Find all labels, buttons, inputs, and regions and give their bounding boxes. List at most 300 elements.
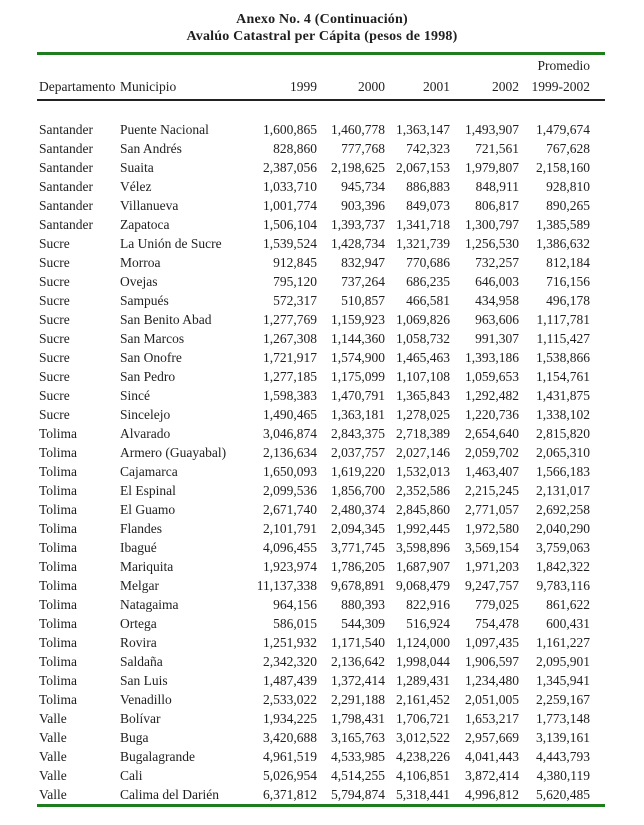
table-row — [37, 215, 605, 234]
departamento-cell: Sucre — [39, 311, 70, 327]
value-1999-cell: 2,342,320 — [263, 653, 317, 669]
value-2000-cell: 945,734 — [341, 178, 385, 194]
value-1999-cell: 1,506,104 — [263, 216, 317, 232]
value-1999-cell: 795,120 — [273, 273, 317, 289]
value-2000-cell: 5,794,874 — [331, 786, 385, 802]
value-2000-cell: 1,363,181 — [331, 406, 385, 422]
value-2002-cell: 4,041,443 — [465, 748, 519, 764]
value-1999-cell: 1,277,769 — [263, 311, 317, 327]
value-1999-cell: 1,539,524 — [263, 235, 317, 251]
value-1999-cell: 1,267,308 — [263, 330, 317, 346]
value-2000-cell: 1,786,205 — [331, 558, 385, 574]
promedio-cell: 4,443,793 — [536, 748, 590, 764]
municipio-cell: Vélez — [120, 178, 152, 194]
promedio-cell: 4,380,119 — [536, 767, 590, 783]
value-2000-cell: 544,309 — [341, 615, 385, 631]
promedio-cell: 1,773,148 — [536, 710, 590, 726]
value-2000-cell: 4,533,985 — [331, 748, 385, 764]
municipio-cell: Flandes — [120, 520, 162, 536]
value-2000-cell: 1,171,540 — [331, 634, 385, 650]
departamento-cell: Sucre — [39, 406, 70, 422]
value-1999-cell: 1,923,974 — [263, 558, 317, 574]
municipio-cell: Sampués — [120, 292, 169, 308]
value-1999-cell: 2,099,536 — [263, 482, 317, 498]
table-row — [37, 538, 605, 557]
departamento-cell: Tolima — [39, 691, 78, 707]
value-2001-cell: 1,363,147 — [396, 121, 450, 137]
value-1999-cell: 1,598,383 — [263, 387, 317, 403]
table-row — [37, 595, 605, 614]
value-1999-cell: 586,015 — [273, 615, 317, 631]
municipio-cell: La Unión de Sucre — [120, 235, 222, 251]
value-2001-cell: 4,106,851 — [396, 767, 450, 783]
municipio-cell: San Onofre — [120, 349, 182, 365]
municipio-cell: Buga — [120, 729, 149, 745]
departamento-cell: Valle — [39, 767, 67, 783]
table-row — [37, 177, 605, 196]
promedio-cell: 9,783,116 — [536, 577, 590, 593]
promedio-cell: 2,095,901 — [536, 653, 590, 669]
table-row — [37, 424, 605, 443]
value-2002-cell: 1,059,653 — [465, 368, 519, 384]
value-1999-cell: 2,101,791 — [263, 520, 317, 536]
value-2001-cell: 2,845,860 — [396, 501, 450, 517]
value-2002-cell: 1,493,907 — [465, 121, 519, 137]
value-1999-cell: 1,251,932 — [263, 634, 317, 650]
municipio-cell: Sincelejo — [120, 406, 171, 422]
table-row — [37, 500, 605, 519]
value-2002-cell: 1,906,597 — [465, 653, 519, 669]
departamento-cell: Tolima — [39, 425, 78, 441]
departamento-cell: Valle — [39, 710, 67, 726]
departamento-cell: Sucre — [39, 235, 70, 251]
table-row — [37, 158, 605, 177]
value-2000-cell: 880,393 — [341, 596, 385, 612]
promedio-cell: 2,158,160 — [536, 159, 590, 175]
value-1999-cell: 4,961,519 — [263, 748, 317, 764]
value-2001-cell: 849,073 — [406, 197, 450, 213]
promedio-cell: 1,479,674 — [536, 121, 590, 137]
spacer-row — [37, 100, 605, 120]
departamento-cell: Tolima — [39, 577, 78, 593]
value-2002-cell: 2,059,702 — [465, 444, 519, 460]
departamento-cell: Santander — [39, 121, 93, 137]
table-row — [37, 139, 605, 158]
value-2000-cell: 1,428,734 — [331, 235, 385, 251]
municipio-cell: Rovira — [120, 634, 157, 650]
promedio-cell: 890,265 — [546, 197, 590, 213]
value-2002-cell: 1,463,407 — [465, 463, 519, 479]
municipio-cell: Bolívar — [120, 710, 161, 726]
municipio-cell: Cali — [120, 767, 143, 783]
value-2002-cell: 1,979,807 — [465, 159, 519, 175]
value-2001-cell: 742,323 — [406, 140, 450, 156]
departamento-cell: Santander — [39, 216, 93, 232]
table-row — [37, 386, 605, 405]
municipio-cell: San Benito Abad — [120, 311, 212, 327]
value-2002-cell: 1,234,480 — [465, 672, 519, 688]
promedio-cell: 3,759,063 — [536, 539, 590, 555]
value-2002-cell: 963,606 — [475, 311, 519, 327]
table-row — [37, 652, 605, 671]
value-2002-cell: 721,561 — [475, 140, 519, 156]
promedio-cell: 1,154,761 — [536, 368, 590, 384]
promedio-cell: 1,538,866 — [536, 349, 590, 365]
header-2000: 2000 — [317, 74, 385, 100]
promedio-cell: 2,065,310 — [536, 444, 590, 460]
value-2000-cell: 1,159,923 — [331, 311, 385, 327]
value-2000-cell: 1,619,220 — [331, 463, 385, 479]
departamento-cell: Sucre — [39, 330, 70, 346]
value-2002-cell: 4,996,812 — [465, 786, 519, 802]
table-row — [37, 196, 605, 215]
header-1999: 1999 — [240, 74, 317, 100]
value-2001-cell: 2,027,146 — [396, 444, 450, 460]
value-2002-cell: 779,025 — [475, 596, 519, 612]
value-2001-cell: 2,718,389 — [396, 425, 450, 441]
departamento-cell: Tolima — [39, 539, 78, 555]
promedio-cell: 2,692,258 — [536, 501, 590, 517]
municipio-cell: Zapatoca — [120, 216, 170, 232]
table-row — [37, 253, 605, 272]
value-2000-cell: 1,372,414 — [331, 672, 385, 688]
document-title — [0, 0, 644, 45]
value-2002-cell: 1,300,797 — [465, 216, 519, 232]
value-1999-cell: 4,096,455 — [263, 539, 317, 555]
value-1999-cell: 1,033,710 — [263, 178, 317, 194]
value-2001-cell: 1,107,108 — [396, 368, 450, 384]
table-row — [37, 519, 605, 538]
title-line-2: Avalúo Catastral per Cápita (pesos de 1998) — [186, 29, 458, 44]
value-2000-cell: 777,768 — [341, 140, 385, 156]
value-2000-cell: 2,094,345 — [331, 520, 385, 536]
table-row — [37, 462, 605, 481]
municipio-cell: Saldaña — [120, 653, 163, 669]
value-1999-cell: 3,420,688 — [263, 729, 317, 745]
municipio-cell: Bugalagrande — [120, 748, 195, 764]
value-2001-cell: 2,161,452 — [396, 691, 450, 707]
value-2002-cell: 848,911 — [475, 178, 519, 194]
value-2001-cell: 686,235 — [406, 273, 450, 289]
value-2002-cell: 2,654,640 — [465, 425, 519, 441]
departamento-cell: Santander — [39, 140, 93, 156]
departamento-cell: Tolima — [39, 444, 78, 460]
promedio-cell: 1,842,322 — [536, 558, 590, 574]
value-2002-cell: 1,393,186 — [465, 349, 519, 365]
promedio-cell: 2,815,820 — [536, 425, 590, 441]
departamento-cell: Santander — [39, 159, 93, 175]
value-2001-cell: 1,058,732 — [396, 330, 450, 346]
value-1999-cell: 5,026,954 — [263, 767, 317, 783]
municipio-cell: Cajamarca — [120, 463, 178, 479]
table-row — [37, 120, 605, 139]
promedio-cell: 2,040,290 — [536, 520, 590, 536]
value-2000-cell: 9,678,891 — [331, 577, 385, 593]
value-2000-cell: 510,857 — [341, 292, 385, 308]
promedio-cell: 1,345,941 — [536, 672, 590, 688]
value-2001-cell: 1,341,718 — [396, 216, 450, 232]
promedio-cell: 1,566,183 — [536, 463, 590, 479]
value-2001-cell: 1,278,025 — [396, 406, 450, 422]
departamento-cell: Tolima — [39, 501, 78, 517]
empty-cell — [37, 54, 120, 74]
table-row — [37, 690, 605, 709]
municipio-cell: Melgar — [120, 577, 159, 593]
table-row — [37, 405, 605, 424]
value-2001-cell: 466,581 — [406, 292, 450, 308]
empty-cell — [120, 54, 240, 74]
departamento-cell: Tolima — [39, 558, 78, 574]
municipio-cell: Ortega — [120, 615, 157, 631]
value-1999-cell: 1,600,865 — [263, 121, 317, 137]
value-2001-cell: 1,321,739 — [396, 235, 450, 251]
promedio-cell: 1,117,781 — [536, 311, 590, 327]
municipio-cell: Ibagué — [120, 539, 157, 555]
value-1999-cell: 2,671,740 — [263, 501, 317, 517]
table-body — [37, 100, 605, 806]
value-2002-cell: 1,097,435 — [465, 634, 519, 650]
municipio-cell: Mariquita — [120, 558, 174, 574]
value-2002-cell: 434,958 — [475, 292, 519, 308]
promedio-cell: 767,628 — [546, 140, 590, 156]
value-2002-cell: 2,957,669 — [465, 729, 519, 745]
departamento-cell: Sucre — [39, 292, 70, 308]
promedio-cell: 2,259,167 — [536, 691, 590, 707]
value-2002-cell: 991,307 — [475, 330, 519, 346]
spacer-cell — [37, 100, 605, 120]
departamento-cell: Valle — [39, 786, 67, 802]
value-1999-cell: 1,487,439 — [263, 672, 317, 688]
promedio-cell: 716,156 — [546, 273, 590, 289]
value-2001-cell: 5,318,441 — [396, 786, 450, 802]
value-2002-cell: 1,220,736 — [465, 406, 519, 422]
value-2000-cell: 832,947 — [341, 254, 385, 270]
value-2001-cell: 1,532,013 — [396, 463, 450, 479]
value-1999-cell: 2,533,022 — [263, 691, 317, 707]
value-2001-cell: 1,069,826 — [396, 311, 450, 327]
value-1999-cell: 828,860 — [273, 140, 317, 156]
empty-cell — [240, 54, 317, 74]
table-row — [37, 291, 605, 310]
empty-cell — [385, 54, 450, 74]
empty-cell — [450, 54, 519, 74]
table-row — [37, 576, 605, 595]
value-2001-cell: 3,012,522 — [396, 729, 450, 745]
municipio-cell: Villanueva — [120, 197, 179, 213]
promedio-cell: 1,115,427 — [536, 330, 590, 346]
value-2002-cell: 9,247,757 — [465, 577, 519, 593]
promedio-cell: 5,620,485 — [536, 786, 590, 802]
title-line-1: Anexo No. 4 (Continuación) — [236, 12, 408, 27]
value-1999-cell: 6,371,812 — [263, 786, 317, 802]
value-2001-cell: 886,883 — [406, 178, 450, 194]
table-row — [37, 367, 605, 386]
value-2001-cell: 1,289,431 — [396, 672, 450, 688]
value-1999-cell: 3,046,874 — [263, 425, 317, 441]
departamento-cell: Tolima — [39, 482, 78, 498]
table-header — [37, 54, 605, 100]
value-2002-cell: 2,771,057 — [465, 501, 519, 517]
header-row-promedio — [37, 54, 605, 74]
value-2000-cell: 1,470,791 — [331, 387, 385, 403]
table-row — [37, 272, 605, 291]
table-row — [37, 481, 605, 500]
value-2002-cell: 646,003 — [475, 273, 519, 289]
value-2002-cell: 1,972,580 — [465, 520, 519, 536]
municipio-cell: Suaita — [120, 159, 154, 175]
departamento-cell: Tolima — [39, 520, 78, 536]
departamento-cell: Tolima — [39, 672, 78, 688]
departamento-cell: Sucre — [39, 387, 70, 403]
departamento-cell: Valle — [39, 748, 67, 764]
value-2002-cell: 2,051,005 — [465, 691, 519, 707]
value-2000-cell: 1,393,737 — [331, 216, 385, 232]
value-1999-cell: 1,650,093 — [263, 463, 317, 479]
value-2000-cell: 737,264 — [341, 273, 385, 289]
value-2000-cell: 3,771,745 — [331, 539, 385, 555]
table-row — [37, 234, 605, 253]
value-2000-cell: 2,198,625 — [331, 159, 385, 175]
table-row — [37, 443, 605, 462]
municipio-cell: Calima del Darién — [120, 786, 219, 802]
promedio-cell: 928,810 — [546, 178, 590, 194]
value-2001-cell: 1,465,463 — [396, 349, 450, 365]
value-2000-cell: 1,144,360 — [331, 330, 385, 346]
value-1999-cell: 2,136,634 — [263, 444, 317, 460]
table-row — [37, 557, 605, 576]
value-2001-cell: 1,365,843 — [396, 387, 450, 403]
value-2000-cell: 2,136,642 — [331, 653, 385, 669]
value-2002-cell: 2,215,245 — [465, 482, 519, 498]
value-2000-cell: 3,165,763 — [331, 729, 385, 745]
promedio-cell: 496,178 — [546, 292, 590, 308]
value-2000-cell: 4,514,255 — [331, 767, 385, 783]
municipio-cell: San Marcos — [120, 330, 185, 346]
table-row — [37, 614, 605, 633]
departamento-cell: Tolima — [39, 596, 78, 612]
value-2002-cell: 754,478 — [475, 615, 519, 631]
value-2000-cell: 903,396 — [341, 197, 385, 213]
municipio-cell: San Andrés — [120, 140, 182, 156]
municipio-cell: Alvarado — [120, 425, 171, 441]
municipio-cell: El Guamo — [120, 501, 176, 517]
value-1999-cell: 2,387,056 — [263, 159, 317, 175]
empty-cell — [317, 54, 385, 74]
departamento-cell: Sucre — [39, 349, 70, 365]
table-row — [37, 785, 605, 806]
table-row — [37, 633, 605, 652]
value-2001-cell: 2,352,586 — [396, 482, 450, 498]
municipio-cell: Armero (Guayabal) — [120, 444, 227, 460]
promedio-cell: 600,431 — [546, 615, 590, 631]
table-row — [37, 747, 605, 766]
value-2000-cell: 2,843,375 — [331, 425, 385, 441]
municipio-cell: Ovejas — [120, 273, 158, 289]
municipio-cell: Venadillo — [120, 691, 172, 707]
header-2002: 2002 — [450, 74, 519, 100]
header-departamento: Departamento — [37, 74, 120, 100]
value-1999-cell: 572,317 — [273, 292, 317, 308]
table-row — [37, 310, 605, 329]
value-2000-cell: 2,037,757 — [331, 444, 385, 460]
header-promedio-range: 1999-2002 — [519, 74, 605, 100]
departamento-cell: Sucre — [39, 254, 70, 270]
value-1999-cell: 1,934,225 — [263, 710, 317, 726]
value-2001-cell: 770,686 — [406, 254, 450, 270]
municipio-cell: San Luis — [120, 672, 168, 688]
table-row — [37, 766, 605, 785]
value-2002-cell: 1,256,530 — [465, 235, 519, 251]
value-2000-cell: 2,291,188 — [331, 691, 385, 707]
promedio-cell: 812,184 — [546, 254, 590, 270]
departamento-cell: Santander — [39, 178, 93, 194]
departamento-cell: Tolima — [39, 463, 78, 479]
departamento-cell: Tolima — [39, 615, 78, 631]
value-2001-cell: 516,924 — [406, 615, 450, 631]
value-2002-cell: 3,569,154 — [465, 539, 519, 555]
table-row — [37, 671, 605, 690]
promedio-cell: 1,338,102 — [536, 406, 590, 422]
value-2002-cell: 3,872,414 — [465, 767, 519, 783]
value-2002-cell: 732,257 — [475, 254, 519, 270]
value-1999-cell: 1,721,917 — [263, 349, 317, 365]
value-1999-cell: 11,137,338 — [256, 577, 317, 593]
value-2001-cell: 822,916 — [406, 596, 450, 612]
value-2001-cell: 9,068,479 — [396, 577, 450, 593]
value-1999-cell: 1,277,185 — [263, 368, 317, 384]
value-2001-cell: 1,992,445 — [396, 520, 450, 536]
departamento-cell: Santander — [39, 197, 93, 213]
table-row — [37, 348, 605, 367]
municipio-cell: Morroa — [120, 254, 161, 270]
value-2002-cell: 1,653,217 — [465, 710, 519, 726]
value-2000-cell: 1,856,700 — [331, 482, 385, 498]
table-row — [37, 709, 605, 728]
table-row — [37, 728, 605, 747]
avaluo-catastral-table — [37, 52, 605, 807]
value-2001-cell: 4,238,226 — [396, 748, 450, 764]
promedio-cell: 1,161,227 — [536, 634, 590, 650]
promedio-cell: 2,131,017 — [536, 482, 590, 498]
value-2002-cell: 1,971,203 — [465, 558, 519, 574]
value-2001-cell: 1,998,044 — [396, 653, 450, 669]
value-2002-cell: 1,292,482 — [465, 387, 519, 403]
value-2002-cell: 806,817 — [475, 197, 519, 213]
promedio-cell: 1,431,875 — [536, 387, 590, 403]
table-row — [37, 329, 605, 348]
value-2000-cell: 2,480,374 — [331, 501, 385, 517]
promedio-cell: 1,386,632 — [536, 235, 590, 251]
municipio-cell: El Espinal — [120, 482, 176, 498]
municipio-cell: Sincé — [120, 387, 150, 403]
promedio-cell: 1,385,589 — [536, 216, 590, 232]
header-2001: 2001 — [385, 74, 450, 100]
header-row-columns — [37, 74, 605, 100]
value-1999-cell: 964,156 — [273, 596, 317, 612]
value-1999-cell: 1,001,774 — [263, 197, 317, 213]
value-2001-cell: 1,124,000 — [396, 634, 450, 650]
value-1999-cell: 912,845 — [273, 254, 317, 270]
header-municipio: Municipio — [120, 74, 240, 100]
departamento-cell: Sucre — [39, 273, 70, 289]
value-2001-cell: 1,687,907 — [396, 558, 450, 574]
value-2000-cell: 1,574,900 — [331, 349, 385, 365]
municipio-cell: Puente Nacional — [120, 121, 209, 137]
header-promedio-label: Promedio — [537, 57, 590, 73]
departamento-cell: Valle — [39, 729, 67, 745]
value-2000-cell: 1,460,778 — [331, 121, 385, 137]
departamento-cell: Tolima — [39, 653, 78, 669]
